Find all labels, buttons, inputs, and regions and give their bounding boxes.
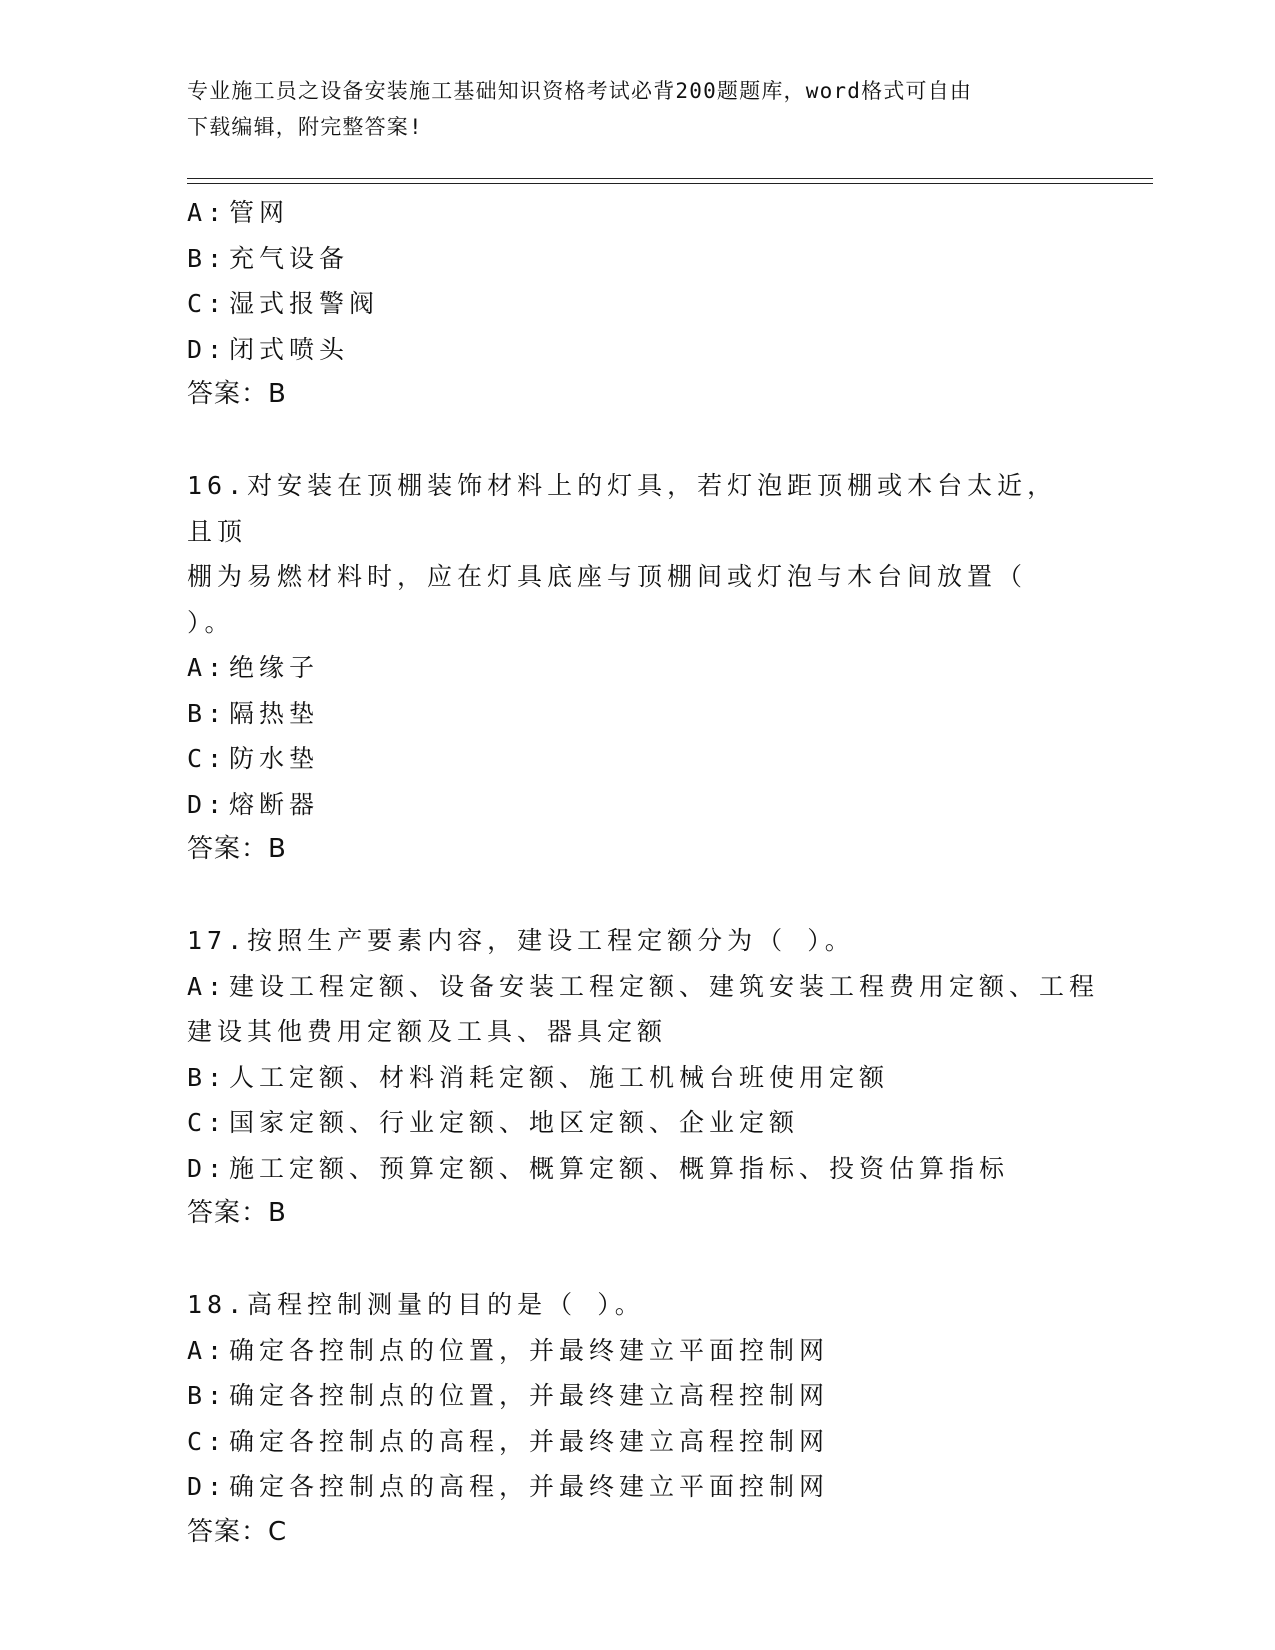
- header-title-line-2: 下载编辑，附完整答案!: [187, 115, 423, 139]
- option-text: 确定各控制点的高程，并最终建立高程控制网: [229, 1426, 830, 1456]
- option-letter: C:: [187, 1426, 228, 1456]
- option-a: [187, 964, 1100, 1010]
- option-letter: B:: [187, 698, 228, 728]
- option-text: 确定各控制点的高程，并最终建立平面控制网: [229, 1472, 830, 1501]
- option-text: 隔热垫: [229, 698, 320, 728]
- question-stem-line-1: 16.对安装在顶棚装饰材料上的灯具，若灯泡距顶棚或木台太近，且顶: [187, 471, 1058, 546]
- option-text: 确定各控制点的位置，并最终建立平面控制网: [229, 1335, 830, 1365]
- option-letter: B:: [187, 243, 228, 273]
- option-letter: A:: [187, 653, 228, 682]
- answer-line: 答案：B: [187, 379, 287, 409]
- option-text: 充气设备: [229, 243, 350, 273]
- option-text: 防水垫: [229, 744, 320, 773]
- option-letter: D:: [187, 1472, 228, 1501]
- option-letter: D:: [187, 789, 228, 819]
- answer-line: 答案：B: [187, 834, 287, 864]
- option-letter: B:: [187, 1381, 228, 1410]
- option-c: [187, 1100, 1087, 1146]
- option-letter: A:: [187, 971, 228, 1001]
- option-letter: D:: [187, 334, 228, 364]
- option-letter: A:: [187, 198, 228, 227]
- option-text: 施工定额、预算定额、概算定额、概算指标、投资估算指标: [229, 1153, 1010, 1183]
- option-c: [187, 736, 1087, 782]
- option-b: [187, 1373, 1087, 1419]
- option-text: 湿式报警阀: [229, 289, 380, 318]
- spacer: [187, 418, 1087, 464]
- option-d: [187, 1146, 1087, 1192]
- answer-line: 答案：B: [187, 1198, 287, 1228]
- answer-line: 答案：C: [187, 1516, 288, 1547]
- option-letter: B:: [187, 1062, 228, 1092]
- option-letter: D:: [187, 1153, 228, 1183]
- option-text-line-1: 建设工程定额、设备安装工程定额、建筑安装工程费用定额、工程: [229, 971, 1100, 1001]
- question-18: [187, 1282, 1087, 1555]
- option-text: 绝缘子: [229, 653, 320, 682]
- option-letter: C:: [187, 289, 228, 318]
- question-16: [187, 463, 1087, 873]
- option-d: [187, 1464, 1087, 1510]
- question-stem-line-2: 棚为易燃材料时，应在灯具底座与顶棚间或灯泡与木台间放置（ ）。: [187, 562, 1028, 637]
- question-17: [187, 918, 1100, 1237]
- option-letter: C:: [187, 744, 228, 773]
- option-text: 人工定额、材料消耗定额、施工机械台班使用定额: [229, 1062, 890, 1092]
- option-a: [187, 645, 1087, 691]
- option-text: 熔断器: [229, 789, 320, 819]
- option-text: 管网: [229, 198, 290, 227]
- option-text: 国家定额、行业定额、地区定额、企业定额: [229, 1108, 800, 1137]
- question-stem: 18.高程控制测量的目的是（ ）。: [187, 1290, 645, 1319]
- question-list: [187, 190, 1100, 1555]
- header-divider-bottom: [187, 183, 1153, 184]
- option-text: 确定各控制点的位置，并最终建立高程控制网: [229, 1381, 830, 1410]
- option-c: [187, 1419, 1087, 1465]
- header-divider-top: [187, 178, 1153, 179]
- option-b: [187, 1055, 1087, 1101]
- spacer: [187, 873, 1087, 919]
- question-stem: 17.按照生产要素内容，建设工程定额分为（ ）。: [187, 926, 855, 955]
- option-a: [187, 190, 1087, 236]
- option-b: [187, 236, 1087, 282]
- spacer: [187, 1237, 1087, 1283]
- question-15: [187, 190, 1087, 418]
- document-header: [187, 73, 1087, 145]
- option-a: [187, 1328, 1087, 1374]
- option-d: [187, 782, 1087, 828]
- option-d: [187, 327, 1087, 373]
- option-a-continuation: 建设其他费用定额及工具、器具定额: [187, 1017, 668, 1046]
- option-text: 闭式喷头: [229, 334, 350, 364]
- option-c: [187, 281, 1087, 327]
- option-letter: C:: [187, 1108, 228, 1137]
- header-title-line-1: 专业施工员之设备安装施工基础知识资格考试必背200题题库，word格式可自由: [187, 79, 973, 103]
- option-letter: A:: [187, 1335, 228, 1365]
- option-b: [187, 691, 1087, 737]
